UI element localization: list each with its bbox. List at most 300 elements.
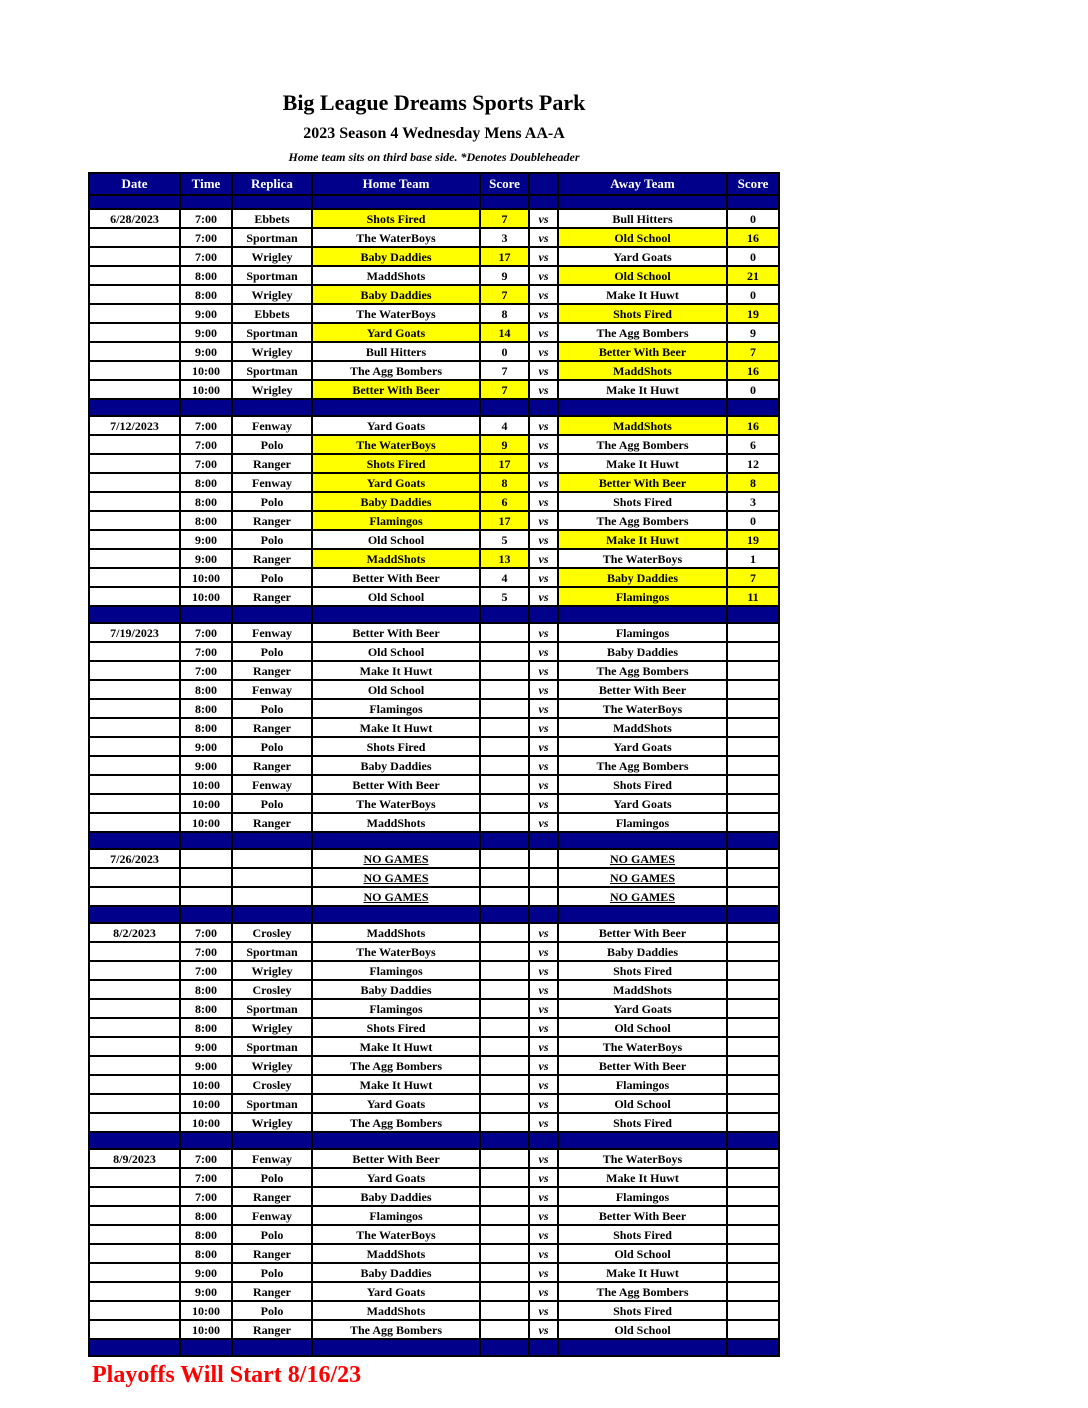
away-team-cell: Flamingos: [558, 587, 727, 606]
time-cell: 8:00: [180, 718, 232, 737]
separator-cell: [180, 399, 232, 416]
separator-cell: [529, 606, 558, 623]
away-team-cell: Shots Fired: [558, 1113, 727, 1132]
away-score-cell: [727, 868, 779, 887]
separator-cell: [312, 195, 480, 209]
home-team-cell: Make It Huwt: [312, 661, 480, 680]
away-team-cell: Baby Daddies: [558, 568, 727, 587]
away-team-cell: Baby Daddies: [558, 942, 727, 961]
separator-cell: [89, 1132, 180, 1149]
separator-cell: [232, 1132, 312, 1149]
away-team-cell: Make It Huwt: [558, 454, 727, 473]
separator-cell: [727, 1339, 779, 1356]
home-score-cell: [480, 775, 529, 794]
separator-cell: [480, 606, 529, 623]
replica-cell: Sportman: [232, 361, 312, 380]
home-score-cell: [480, 942, 529, 961]
away-team-cell: Baby Daddies: [558, 642, 727, 661]
separator-cell: [480, 832, 529, 849]
home-team-cell: Make It Huwt: [312, 718, 480, 737]
separator-row: [89, 832, 779, 849]
game-row: [89, 1168, 779, 1187]
home-score-cell: 6: [480, 492, 529, 511]
away-team-cell: Flamingos: [558, 623, 727, 642]
vs-label: vs: [529, 980, 558, 999]
away-team-cell: Old School: [558, 1018, 727, 1037]
separator-cell: [180, 1339, 232, 1356]
replica-cell: Sportman: [232, 323, 312, 342]
away-team-cell: The Agg Bombers: [558, 323, 727, 342]
home-score-cell: [480, 1301, 529, 1320]
time-cell: 10:00: [180, 380, 232, 399]
separator-cell: [727, 399, 779, 416]
away-score-cell: [727, 980, 779, 999]
away-score-cell: [727, 699, 779, 718]
separator-cell: [232, 1339, 312, 1356]
replica-cell: Ranger: [232, 813, 312, 832]
vs-label: vs: [529, 1094, 558, 1113]
away-score-cell: [727, 1244, 779, 1263]
time-cell: 10:00: [180, 1075, 232, 1094]
vs-label: vs: [529, 1037, 558, 1056]
separator-cell: [480, 1132, 529, 1149]
home-score-cell: [480, 1094, 529, 1113]
away-team-cell: The WaterBoys: [558, 1037, 727, 1056]
time-cell: 8:00: [180, 1244, 232, 1263]
game-row: [89, 794, 779, 813]
away-team-cell: NO GAMES: [558, 849, 727, 868]
home-team-cell: Yard Goats: [312, 473, 480, 492]
separator-cell: [89, 606, 180, 623]
away-team-cell: The WaterBoys: [558, 549, 727, 568]
replica-cell: Crosley: [232, 980, 312, 999]
away-score-cell: [727, 1113, 779, 1132]
away-team-cell: Shots Fired: [558, 775, 727, 794]
home-score-cell: 4: [480, 416, 529, 435]
vs-label: vs: [529, 587, 558, 606]
away-team-cell: The Agg Bombers: [558, 435, 727, 454]
date-cell: [89, 511, 180, 530]
replica-cell: Crosley: [232, 1075, 312, 1094]
away-score-cell: [727, 661, 779, 680]
vs-label: vs: [529, 228, 558, 247]
away-team-cell: NO GAMES: [558, 868, 727, 887]
vs-label: vs: [529, 492, 558, 511]
home-team-cell: Yard Goats: [312, 323, 480, 342]
date-cell: [89, 492, 180, 511]
separator-cell: [480, 1339, 529, 1356]
away-score-cell: [727, 756, 779, 775]
game-row: [89, 699, 779, 718]
date-cell: [89, 1187, 180, 1206]
separator-cell: [232, 906, 312, 923]
date-cell: [89, 285, 180, 304]
home-score-cell: 8: [480, 473, 529, 492]
date-cell: [89, 587, 180, 606]
away-score-cell: [727, 1056, 779, 1075]
vs-label: vs: [529, 342, 558, 361]
home-team-cell: Flamingos: [312, 699, 480, 718]
home-score-cell: [480, 1056, 529, 1075]
replica-cell: Polo: [232, 492, 312, 511]
time-cell: 8:00: [180, 1206, 232, 1225]
replica-cell: Wrigley: [232, 380, 312, 399]
away-score-cell: [727, 887, 779, 906]
vs-label: vs: [529, 323, 558, 342]
replica-cell: Polo: [232, 1301, 312, 1320]
time-cell: 9:00: [180, 1056, 232, 1075]
away-team-cell: Shots Fired: [558, 1225, 727, 1244]
vs-label: [529, 849, 558, 868]
vs-label: vs: [529, 642, 558, 661]
away-team-cell: Better With Beer: [558, 473, 727, 492]
vs-label: vs: [529, 813, 558, 832]
home-team-cell: MaddShots: [312, 266, 480, 285]
away-score-cell: [727, 923, 779, 942]
separator-cell: [558, 195, 727, 209]
vs-label: vs: [529, 435, 558, 454]
replica-cell: Sportman: [232, 266, 312, 285]
away-team-cell: Bull Hitters: [558, 209, 727, 228]
away-score-cell: 7: [727, 568, 779, 587]
home-score-cell: [480, 1018, 529, 1037]
date-cell: 7/26/2023: [89, 849, 180, 868]
vs-label: vs: [529, 1206, 558, 1225]
separator-cell: [89, 195, 180, 209]
home-score-cell: [480, 1206, 529, 1225]
time-cell: 9:00: [180, 304, 232, 323]
vs-label: vs: [529, 661, 558, 680]
vs-label: vs: [529, 623, 558, 642]
away-score-cell: [727, 1018, 779, 1037]
home-team-cell: Flamingos: [312, 999, 480, 1018]
date-cell: [89, 1263, 180, 1282]
time-cell: 7:00: [180, 435, 232, 454]
home-team-cell: Old School: [312, 680, 480, 699]
home-team-cell: MaddShots: [312, 549, 480, 568]
away-score-cell: [727, 1075, 779, 1094]
date-cell: [89, 323, 180, 342]
date-cell: [89, 775, 180, 794]
time-cell: 8:00: [180, 511, 232, 530]
home-team-cell: Flamingos: [312, 1206, 480, 1225]
away-team-cell: Shots Fired: [558, 961, 727, 980]
vs-label: vs: [529, 794, 558, 813]
vs-label: vs: [529, 775, 558, 794]
home-team-cell: Baby Daddies: [312, 980, 480, 999]
away-score-cell: 6: [727, 435, 779, 454]
vs-label: vs: [529, 1320, 558, 1339]
vs-label: [529, 868, 558, 887]
away-score-cell: 19: [727, 304, 779, 323]
page-subtitle: 2023 Season 4 Wednesday Mens AA-A: [303, 125, 565, 142]
time-cell: [180, 887, 232, 906]
column-header-time: Time: [180, 173, 232, 195]
game-row: [89, 737, 779, 756]
game-row: [89, 1206, 779, 1225]
home-team-cell: Better With Beer: [312, 568, 480, 587]
date-cell: [89, 868, 180, 887]
date-cell: [89, 1206, 180, 1225]
home-team-cell: MaddShots: [312, 923, 480, 942]
vs-label: vs: [529, 549, 558, 568]
game-row: [89, 1301, 779, 1320]
home-team-cell: Baby Daddies: [312, 1187, 480, 1206]
schedule-table: [88, 172, 780, 1357]
separator-cell: [558, 1132, 727, 1149]
home-team-cell: Old School: [312, 587, 480, 606]
replica-cell: Fenway: [232, 623, 312, 642]
date-cell: 6/28/2023: [89, 209, 180, 228]
vs-label: vs: [529, 756, 558, 775]
home-team-cell: Baby Daddies: [312, 756, 480, 775]
home-score-cell: 7: [480, 285, 529, 304]
away-score-cell: 16: [727, 361, 779, 380]
home-score-cell: [480, 1037, 529, 1056]
home-score-cell: [480, 1225, 529, 1244]
time-cell: 8:00: [180, 999, 232, 1018]
replica-cell: Ranger: [232, 756, 312, 775]
time-cell: [180, 849, 232, 868]
away-team-cell: Better With Beer: [558, 1056, 727, 1075]
home-team-cell: Yard Goats: [312, 416, 480, 435]
column-header-away-team: Away Team: [558, 173, 727, 195]
away-score-cell: [727, 813, 779, 832]
replica-cell: Crosley: [232, 923, 312, 942]
game-row: [89, 285, 779, 304]
separator-cell: [529, 1132, 558, 1149]
home-score-cell: [480, 1168, 529, 1187]
replica-cell: Ranger: [232, 511, 312, 530]
replica-cell: Ranger: [232, 1187, 312, 1206]
away-team-cell: Make It Huwt: [558, 285, 727, 304]
home-score-cell: 4: [480, 568, 529, 587]
home-team-cell: The WaterBoys: [312, 794, 480, 813]
away-team-cell: Flamingos: [558, 1187, 727, 1206]
home-score-cell: [480, 1113, 529, 1132]
home-team-cell: The WaterBoys: [312, 942, 480, 961]
time-cell: 7:00: [180, 1187, 232, 1206]
column-header-vs: [529, 173, 558, 195]
game-row: [89, 1113, 779, 1132]
schedule-content: [88, 0, 780, 1389]
separator-cell: [312, 832, 480, 849]
home-score-cell: [480, 661, 529, 680]
away-score-cell: [727, 942, 779, 961]
home-score-cell: [480, 794, 529, 813]
date-cell: [89, 247, 180, 266]
away-team-cell: Yard Goats: [558, 247, 727, 266]
time-cell: [180, 868, 232, 887]
time-cell: 9:00: [180, 323, 232, 342]
home-score-cell: 7: [480, 380, 529, 399]
vs-label: vs: [529, 380, 558, 399]
time-cell: 9:00: [180, 737, 232, 756]
away-team-cell: The Agg Bombers: [558, 1282, 727, 1301]
replica-cell: Ranger: [232, 718, 312, 737]
time-cell: 8:00: [180, 266, 232, 285]
replica-cell: Polo: [232, 642, 312, 661]
away-team-cell: MaddShots: [558, 361, 727, 380]
game-row: [89, 1187, 779, 1206]
date-cell: [89, 756, 180, 775]
game-row: [89, 1094, 779, 1113]
replica-cell: Ranger: [232, 1320, 312, 1339]
away-score-cell: [727, 961, 779, 980]
separator-cell: [180, 832, 232, 849]
home-score-cell: [480, 887, 529, 906]
home-team-cell: The Agg Bombers: [312, 1113, 480, 1132]
game-row: [89, 323, 779, 342]
time-cell: 10:00: [180, 813, 232, 832]
home-score-cell: [480, 1320, 529, 1339]
home-team-cell: Shots Fired: [312, 454, 480, 473]
replica-cell: Sportman: [232, 942, 312, 961]
time-cell: 10:00: [180, 1320, 232, 1339]
time-cell: 8:00: [180, 1018, 232, 1037]
game-row: [89, 775, 779, 794]
replica-cell: Wrigley: [232, 247, 312, 266]
home-score-cell: [480, 1149, 529, 1168]
away-team-cell: NO GAMES: [558, 887, 727, 906]
away-score-cell: [727, 1301, 779, 1320]
home-score-cell: 14: [480, 323, 529, 342]
home-team-cell: Make It Huwt: [312, 1037, 480, 1056]
vs-label: vs: [529, 247, 558, 266]
date-cell: [89, 1018, 180, 1037]
away-score-cell: [727, 737, 779, 756]
date-cell: [89, 661, 180, 680]
away-score-cell: 11: [727, 587, 779, 606]
away-team-cell: Better With Beer: [558, 923, 727, 942]
date-cell: [89, 999, 180, 1018]
away-score-cell: [727, 1282, 779, 1301]
vs-label: vs: [529, 1113, 558, 1132]
away-score-cell: 16: [727, 416, 779, 435]
home-team-cell: NO GAMES: [312, 849, 480, 868]
replica-cell: Polo: [232, 737, 312, 756]
separator-cell: [480, 399, 529, 416]
replica-cell: [232, 849, 312, 868]
home-score-cell: [480, 980, 529, 999]
game-row: [89, 623, 779, 642]
game-row: [89, 266, 779, 285]
separator-cell: [727, 195, 779, 209]
vs-label: vs: [529, 416, 558, 435]
date-cell: [89, 980, 180, 999]
home-team-cell: The Agg Bombers: [312, 361, 480, 380]
time-cell: 9:00: [180, 1282, 232, 1301]
home-team-cell: Yard Goats: [312, 1282, 480, 1301]
time-cell: 10:00: [180, 361, 232, 380]
game-row: [89, 530, 779, 549]
vs-label: vs: [529, 737, 558, 756]
date-cell: [89, 1037, 180, 1056]
replica-cell: Fenway: [232, 416, 312, 435]
home-team-cell: Make It Huwt: [312, 1075, 480, 1094]
home-team-cell: Baby Daddies: [312, 285, 480, 304]
away-team-cell: The Agg Bombers: [558, 661, 727, 680]
vs-label: vs: [529, 285, 558, 304]
replica-cell: Ranger: [232, 1282, 312, 1301]
game-row: [89, 304, 779, 323]
replica-cell: Polo: [232, 1263, 312, 1282]
vs-label: vs: [529, 1149, 558, 1168]
vs-label: vs: [529, 1075, 558, 1094]
home-team-cell: Better With Beer: [312, 775, 480, 794]
date-cell: [89, 304, 180, 323]
home-score-cell: 17: [480, 511, 529, 530]
home-score-cell: [480, 699, 529, 718]
game-row: [89, 247, 779, 266]
home-team-cell: Baby Daddies: [312, 247, 480, 266]
away-team-cell: The Agg Bombers: [558, 511, 727, 530]
date-cell: [89, 568, 180, 587]
away-score-cell: 9: [727, 323, 779, 342]
separator-cell: [727, 1132, 779, 1149]
time-cell: 7:00: [180, 228, 232, 247]
away-score-cell: 0: [727, 511, 779, 530]
replica-cell: Polo: [232, 435, 312, 454]
replica-cell: Wrigley: [232, 961, 312, 980]
away-score-cell: [727, 642, 779, 661]
date-cell: 8/2/2023: [89, 923, 180, 942]
time-cell: 7:00: [180, 923, 232, 942]
home-score-cell: 13: [480, 549, 529, 568]
game-row: [89, 961, 779, 980]
vs-label: vs: [529, 473, 558, 492]
time-cell: 9:00: [180, 756, 232, 775]
away-score-cell: [727, 1263, 779, 1282]
away-score-cell: [727, 1094, 779, 1113]
home-score-cell: [480, 1075, 529, 1094]
home-score-cell: [480, 1263, 529, 1282]
replica-cell: Wrigley: [232, 1018, 312, 1037]
game-row: [89, 1075, 779, 1094]
game-row: [89, 942, 779, 961]
game-row: [89, 1263, 779, 1282]
no-games-row: [89, 849, 779, 868]
time-cell: 7:00: [180, 1149, 232, 1168]
time-cell: 8:00: [180, 1225, 232, 1244]
game-row: [89, 756, 779, 775]
away-team-cell: Yard Goats: [558, 999, 727, 1018]
separator-row: [89, 399, 779, 416]
away-score-cell: 21: [727, 266, 779, 285]
away-score-cell: 16: [727, 228, 779, 247]
separator-cell: [727, 606, 779, 623]
time-cell: 8:00: [180, 680, 232, 699]
away-team-cell: MaddShots: [558, 980, 727, 999]
home-team-cell: Baby Daddies: [312, 1263, 480, 1282]
game-row: [89, 549, 779, 568]
replica-cell: Wrigley: [232, 1056, 312, 1075]
separator-cell: [529, 832, 558, 849]
vs-label: vs: [529, 999, 558, 1018]
away-team-cell: Old School: [558, 1094, 727, 1113]
date-cell: 7/19/2023: [89, 623, 180, 642]
date-cell: 8/9/2023: [89, 1149, 180, 1168]
date-cell: [89, 887, 180, 906]
time-cell: 8:00: [180, 699, 232, 718]
vs-label: vs: [529, 209, 558, 228]
home-team-cell: Yard Goats: [312, 1094, 480, 1113]
separator-cell: [89, 906, 180, 923]
date-cell: [89, 1094, 180, 1113]
replica-cell: Polo: [232, 794, 312, 813]
game-row: [89, 435, 779, 454]
date-cell: [89, 642, 180, 661]
